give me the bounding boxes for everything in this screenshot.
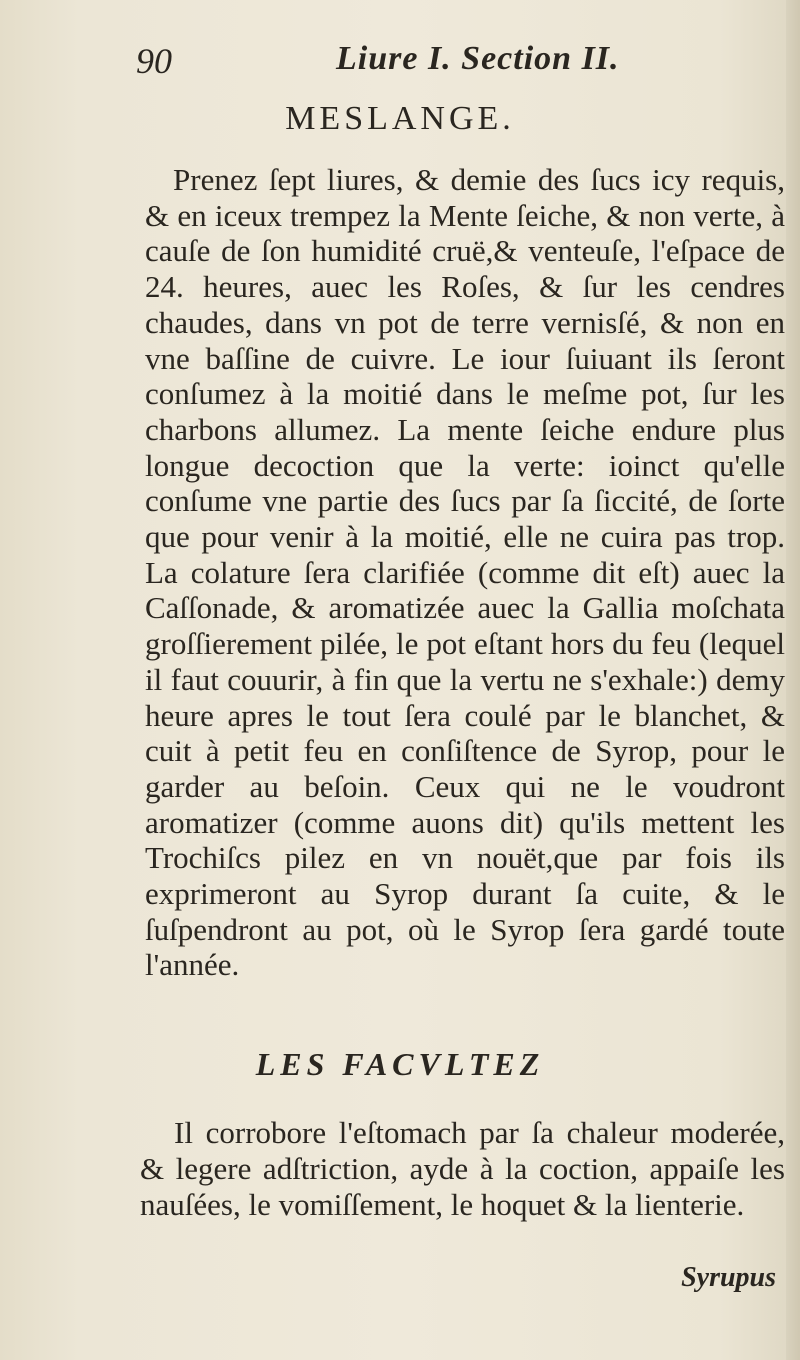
catchword: Syrupus xyxy=(681,1262,776,1293)
section-title: MESLANGE. xyxy=(285,100,515,137)
faculties-paragraph: Il corrobore l'eſtomach par ſa chaleur moderée, & legere adſtriction, ayde à la coction, appaiſe les nauſées, le vomiſſement, le hoquet & la lienterie. xyxy=(140,1115,785,1222)
page-edge xyxy=(786,0,800,1360)
recipe-paragraph: Prenez ſept liures, & demie des ſucs icy requis, & en iceux trempez la Mente ſeiche, & non verte, à cauſe de ſon humidité cruë,& venteuſe, l'eſpace de 24. heures, auec les Roſes, & ſur les cendres chaudes, dans vn pot de terre vernisſé, & non en vne baſſine de cuivre. Le iour ſuiuant ils ſeront conſumez à la moitié dans le meſme pot, ſur les charbons allumez. La mente ſeiche endure plus longue decoction que la verte: ioinct qu'elle conſume vne partie des ſucs par ſa ſiccité, de ſorte que pour venir à la moitié, elle ne cuira pas trop. La colature ſera clarifiée (comme dit eſt) auec la Caſſonade, & aromatizée auec la Gallia moſchata groſſierement pilée, le pot eſtant hors du feu (lequel il faut couurir, à fin que la vertu ne s'exhale:) demy heure apres le tout ſera coulé par le blanchet, & cuit à petit feu en conſiſtence de Syrop, pour le garder au beſoin. Ceux qui ne le voudront aromatizer (comme auons dit) qu'ils mettent les Trochiſcs pilez en vn nouët,que par fois ils exprimeront au Syrop durant ſa cuite, & le ſuſpendront au pot, où le Syrop ſera gardé toute l'année. xyxy=(145,162,785,983)
running-head: Liure I. Section II. xyxy=(336,40,620,77)
page-header xyxy=(136,40,656,90)
page-number: 90 xyxy=(136,41,172,81)
faculties-heading: LES FACVLTEZ xyxy=(255,1046,545,1082)
